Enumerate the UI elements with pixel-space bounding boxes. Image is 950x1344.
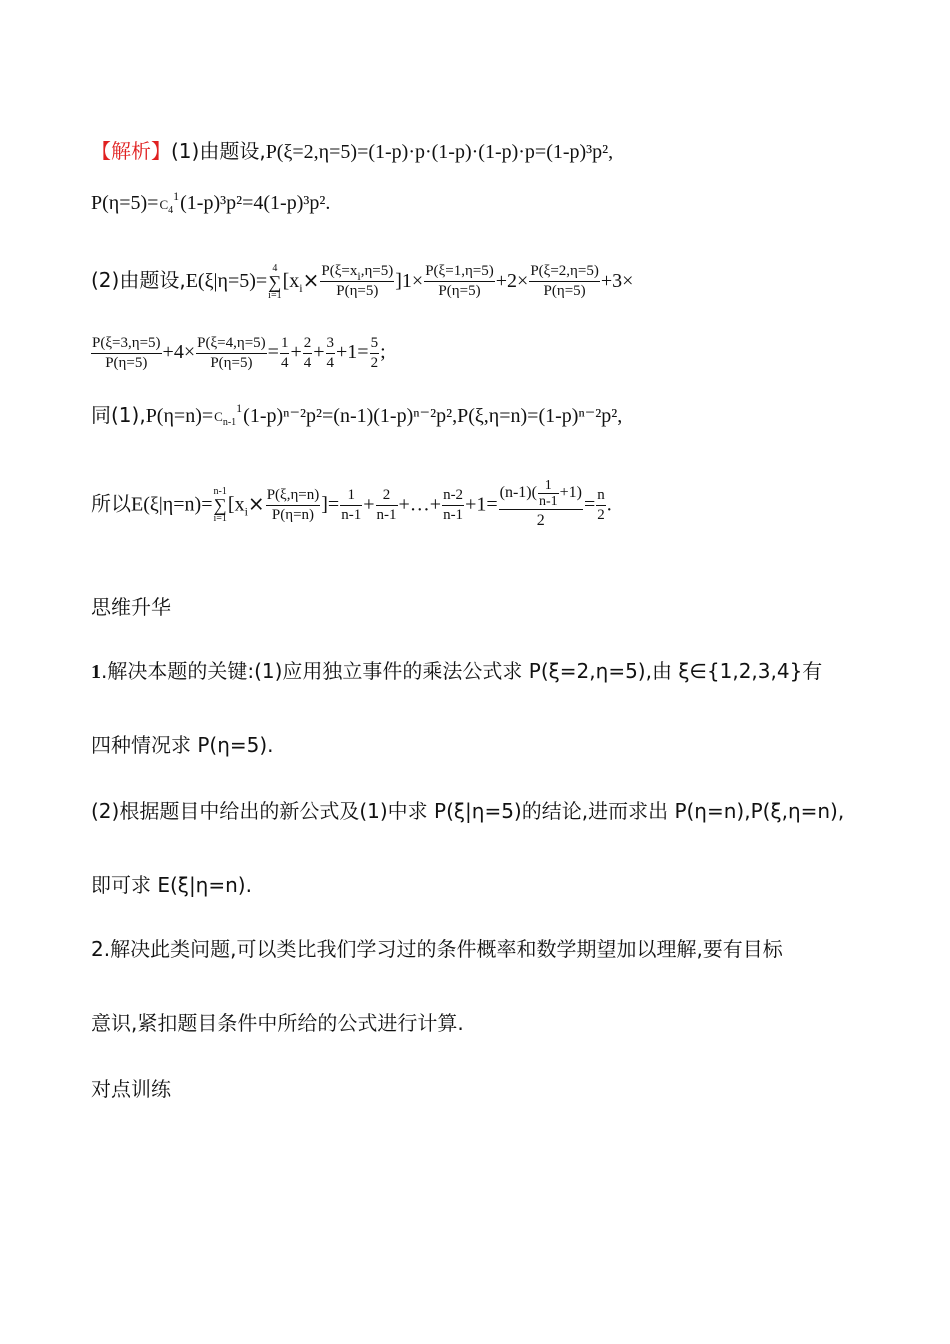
comb-letter: C: [159, 196, 169, 212]
g2-den: n-1: [376, 506, 397, 523]
item1-number: 1: [91, 661, 101, 683]
times-2: ×: [247, 491, 265, 516]
comb-top: 1: [173, 188, 180, 203]
sigma: ∑: [268, 271, 282, 292]
bracket-x-2: [x: [227, 493, 245, 516]
comb2-top: 1: [236, 401, 243, 415]
frac-num-a: P(ξ=x: [321, 263, 358, 279]
solution-line-4: [91, 334, 386, 373]
fraction-xi1: [424, 262, 495, 301]
final-num: n: [596, 486, 606, 506]
p-eta5-right: (1-p)³p²=4(1-p)³p².: [180, 192, 331, 214]
frac-xi4-den: P(η=5): [210, 355, 253, 371]
q2-den: 4: [303, 355, 312, 371]
close-eq: ]=: [321, 493, 340, 516]
frac-general-num: [320, 262, 394, 282]
q1-num: 1: [280, 334, 290, 354]
equals: =: [267, 341, 279, 364]
insight-item1-line2: 四种情况求 P(η=5).: [91, 733, 274, 757]
fraction-xi3: [91, 334, 162, 373]
part1-expression: P(ξ=2,η=5)=(1-p)·p·(1-p)·(1-p)·p=(1-p)³p²,: [265, 141, 614, 163]
sub-i: i: [299, 281, 303, 295]
p-eta5-left: P(η=5)=: [91, 192, 159, 214]
comb2-bottom: n-1: [222, 417, 237, 428]
result-num: 5: [370, 334, 380, 354]
inner-fraction: [538, 478, 559, 509]
sigma-2: ∑: [213, 495, 227, 515]
solution-line-3: [91, 262, 633, 301]
fraction-5-2: [370, 334, 380, 373]
plus-a: +: [290, 341, 302, 364]
g-last-num: n-2: [442, 486, 464, 506]
insight-item1-line1: [91, 658, 822, 685]
fraction-n-2: [596, 486, 606, 525]
comb2-letter: C: [214, 409, 223, 424]
fraction-2-n1: [376, 486, 398, 525]
expectation-lhs: E(ξ|η=5)=: [185, 270, 268, 292]
fraction-xi-eta-n: [266, 486, 321, 525]
insight-item1-line4: 即可求 E(ξ|η=n).: [91, 873, 252, 897]
sum-sign-1: [268, 263, 281, 301]
fraction-1-4: [280, 334, 290, 373]
fraction-general: [320, 262, 394, 301]
fraction-xi4: [196, 334, 267, 373]
part1-intro: (1)由题设,: [171, 139, 266, 163]
big-num: [499, 478, 583, 510]
inner-num: 1: [538, 478, 559, 494]
sum-sign-2: [213, 486, 226, 524]
insight-heading: 思维升华: [91, 595, 171, 619]
sum1-top: 4: [272, 262, 278, 274]
insight-item2-line2: 意识,紧扣题目条件中所给的公式进行计算.: [91, 1011, 464, 1035]
frac-xi1-num: P(ξ=1,η=5): [424, 262, 495, 282]
q3-num: 3: [326, 334, 336, 354]
frac6-num: P(ξ,η=n): [266, 486, 321, 506]
period: .: [606, 493, 612, 516]
plus-one-eq: +1=: [336, 341, 369, 364]
insight-item2-line1: 2.解决此类问题,可以类比我们学习过的条件概率和数学期望加以理解,要有目标: [91, 937, 783, 961]
item1-text-1: .解决本题的关键:(1)应用独立事件的乘法公式求 P(ξ=2,η=5),由 ξ∈{1,2,3,4}有: [101, 659, 823, 683]
g-last-den: n-1: [443, 506, 464, 523]
frac-xi2-den: P(η=5): [543, 283, 586, 299]
frac-xi2-num: P(ξ=2,η=5): [529, 262, 600, 282]
times: ×: [302, 268, 320, 292]
g1-num: 1: [340, 486, 362, 506]
big-den: 2: [536, 512, 545, 529]
part2-intro: (2)由题设,: [91, 268, 186, 292]
frac-xi4-num: P(ξ=4,η=5): [196, 334, 267, 354]
frac-xi3-num: P(ξ=3,η=5): [91, 334, 162, 354]
combination-c41: [159, 188, 180, 216]
fraction-2-4: [303, 334, 313, 373]
big-num-a: (n-1)(: [499, 484, 537, 502]
solution-line-1: [91, 138, 613, 165]
g2-num: 2: [376, 486, 398, 506]
fraction-3-4: [326, 334, 336, 373]
plus-3: +3×: [600, 270, 634, 292]
therefore: 所以: [91, 491, 131, 516]
sum2-bottom: i=1: [213, 513, 227, 524]
frac6-den: P(η=n): [271, 506, 315, 523]
final-den: 2: [597, 506, 605, 523]
practice-heading: 对点训练: [91, 1077, 171, 1101]
q1-den: 4: [280, 355, 289, 371]
fraction-xi2: [529, 262, 600, 301]
frac-general-den: P(η=5): [336, 283, 379, 299]
q2-num: 2: [303, 334, 313, 354]
solution-line-2: [91, 190, 330, 216]
fraction-n2-n1: [442, 486, 464, 525]
plus-4: +4×: [162, 341, 196, 364]
p-eta-n-rest: (1-p)ⁿ⁻²p²=(n-1)(1-p)ⁿ⁻²p²,P(ξ,η=n)=(1-p)ⁿ⁻²p²,: [243, 405, 623, 427]
inner-den: n-1: [538, 494, 558, 509]
sub-i-2: i: [244, 504, 248, 519]
plus-2: +2×: [495, 270, 529, 292]
g1-den: n-1: [341, 506, 362, 523]
q3-den: 4: [326, 355, 334, 371]
frac-xi1-den: P(η=5): [438, 283, 481, 299]
comb-bottom: 4: [168, 204, 174, 216]
equals-2: =: [583, 493, 596, 516]
fraction-1-n1: [340, 486, 362, 525]
insight-item1-line3: (2)根据题目中给出的新公式及(1)中求 P(ξ|η=5)的结论,进而求出 P(η=n),P(ξ,η=n),: [91, 799, 845, 823]
frac-num-b: ,η=5): [360, 263, 394, 279]
part3-intro: 同(1),: [91, 403, 146, 427]
solution-tag: 【解析】: [91, 139, 171, 163]
sum2-top: n-1: [213, 486, 227, 497]
plus-b: +: [313, 341, 325, 364]
frac-num-sub: i: [357, 269, 361, 283]
plus-one-eq-2: +1=: [465, 493, 498, 516]
combination-cn1: [214, 401, 243, 428]
fraction-big: [499, 478, 583, 532]
solution-line-6: [91, 478, 612, 532]
expectation-n-lhs: E(ξ|η=n)=: [131, 493, 213, 516]
semicolon: ;: [380, 341, 386, 364]
p-eta-n: P(η=n)=: [145, 405, 214, 427]
big-num-b: +1): [559, 484, 582, 502]
after-bracket: ]1×: [395, 270, 424, 292]
sum1-bottom: i=1: [268, 289, 282, 301]
frac-xi3-den: P(η=5): [105, 355, 148, 371]
bracket-x: [x: [282, 270, 300, 292]
solution-line-5: [91, 402, 622, 429]
plus-c: +: [363, 493, 375, 516]
ellipsis: +…+: [398, 493, 442, 516]
result-den: 2: [370, 355, 379, 371]
